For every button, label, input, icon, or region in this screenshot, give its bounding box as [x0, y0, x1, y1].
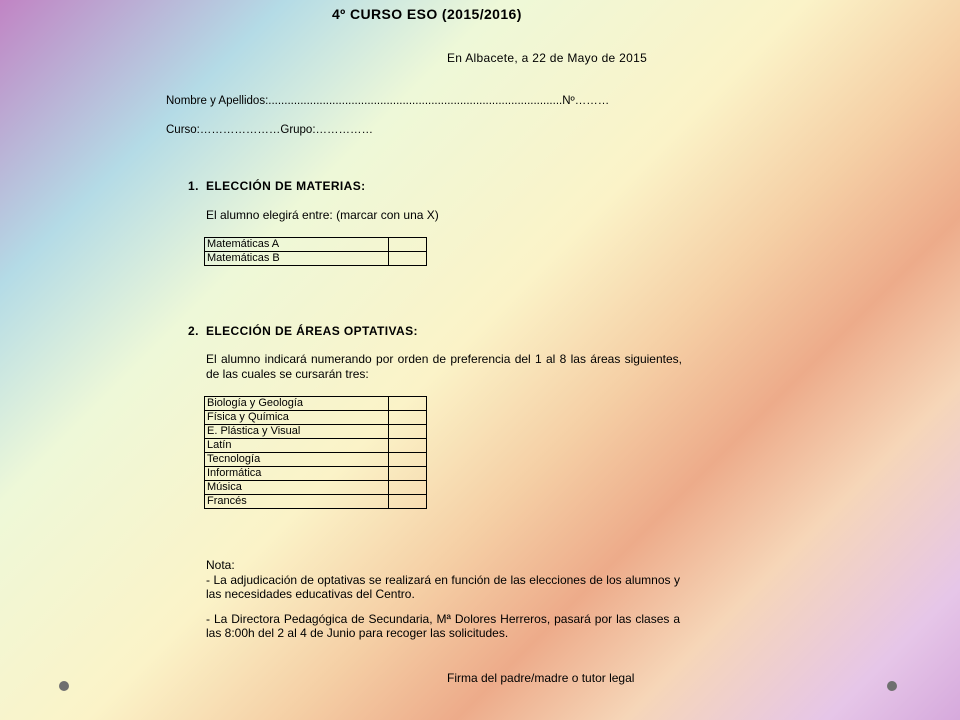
table-row: [205, 238, 427, 252]
answer-box[interactable]: [389, 467, 427, 481]
document-title: 4º CURSO ESO (2015/2016): [332, 6, 522, 22]
row-label: Francés: [205, 495, 389, 509]
answer-box[interactable]: [389, 411, 427, 425]
electives-table: [204, 396, 427, 509]
section2-heading: [188, 324, 418, 338]
answer-box[interactable]: [389, 238, 427, 252]
row-label: Matemáticas A: [205, 238, 389, 252]
nav-dot-right-icon[interactable]: [887, 681, 897, 691]
note-label: Nota:: [206, 558, 235, 572]
note-line-1: - La adjudicación de optativas se realizará en función de las elecciones de los alumnos y las necesidades educativas del Centro.: [206, 572, 680, 601]
answer-box[interactable]: [389, 481, 427, 495]
row-label: Informática: [205, 467, 389, 481]
section2-instruction: El alumno indicará numerando por orden de preferencia del 1 al 8 las áreas siguientes, de las cuales se cursarán tres:: [206, 352, 682, 381]
section2-title: ELECCIÓN DE ÁREAS OPTATIVAS:: [206, 324, 418, 338]
row-label: E. Plástica y Visual: [205, 425, 389, 439]
table-row: [205, 481, 427, 495]
section1-title: ELECCIÓN DE MATERIAS:: [206, 179, 366, 193]
signature-label: Firma del padre/madre o tutor legal: [447, 671, 635, 685]
answer-box[interactable]: [389, 252, 427, 266]
place-date: En Albacete, a 22 de Mayo de 2015: [447, 51, 648, 65]
table-row: [205, 439, 427, 453]
section1-heading: [188, 179, 366, 193]
answer-box[interactable]: [389, 453, 427, 467]
answer-box[interactable]: [389, 425, 427, 439]
table-row: [205, 495, 427, 509]
row-label: Matemáticas B: [205, 252, 389, 266]
section1-number: 1.: [188, 179, 199, 193]
subjects-table: [204, 237, 427, 266]
table-row: [205, 467, 427, 481]
table-row: [205, 425, 427, 439]
row-label: Música: [205, 481, 389, 495]
row-label: Biología y Geología: [205, 397, 389, 411]
section2-number: 2.: [188, 324, 199, 338]
note-line-2: - La Directora Pedagógica de Secundaria, Mª Dolores Herreros, pasará por las clases a las 8:00h del 2 al 4 de Junio para recoger las solicitudes.: [206, 611, 680, 640]
nav-dot-left-icon[interactable]: [59, 681, 69, 691]
table-row: [205, 252, 427, 266]
row-label: Física y Química: [205, 411, 389, 425]
answer-box[interactable]: [389, 397, 427, 411]
row-label: Latín: [205, 439, 389, 453]
table-row: [205, 397, 427, 411]
answer-box[interactable]: [389, 439, 427, 453]
table-row: [205, 453, 427, 467]
course-group-line: Curso:…………………Grupo:……………: [166, 124, 374, 136]
electives-table-body: [205, 397, 427, 509]
name-field-line: Nombre y Apellidos:............................................................................................Nº………: [166, 95, 610, 107]
subjects-table-body: [205, 238, 427, 266]
row-label: Tecnología: [205, 453, 389, 467]
answer-box[interactable]: [389, 495, 427, 509]
note-block: [206, 558, 680, 641]
section1-instruction: El alumno elegirá entre: (marcar con una X): [206, 208, 439, 222]
table-row: [205, 411, 427, 425]
